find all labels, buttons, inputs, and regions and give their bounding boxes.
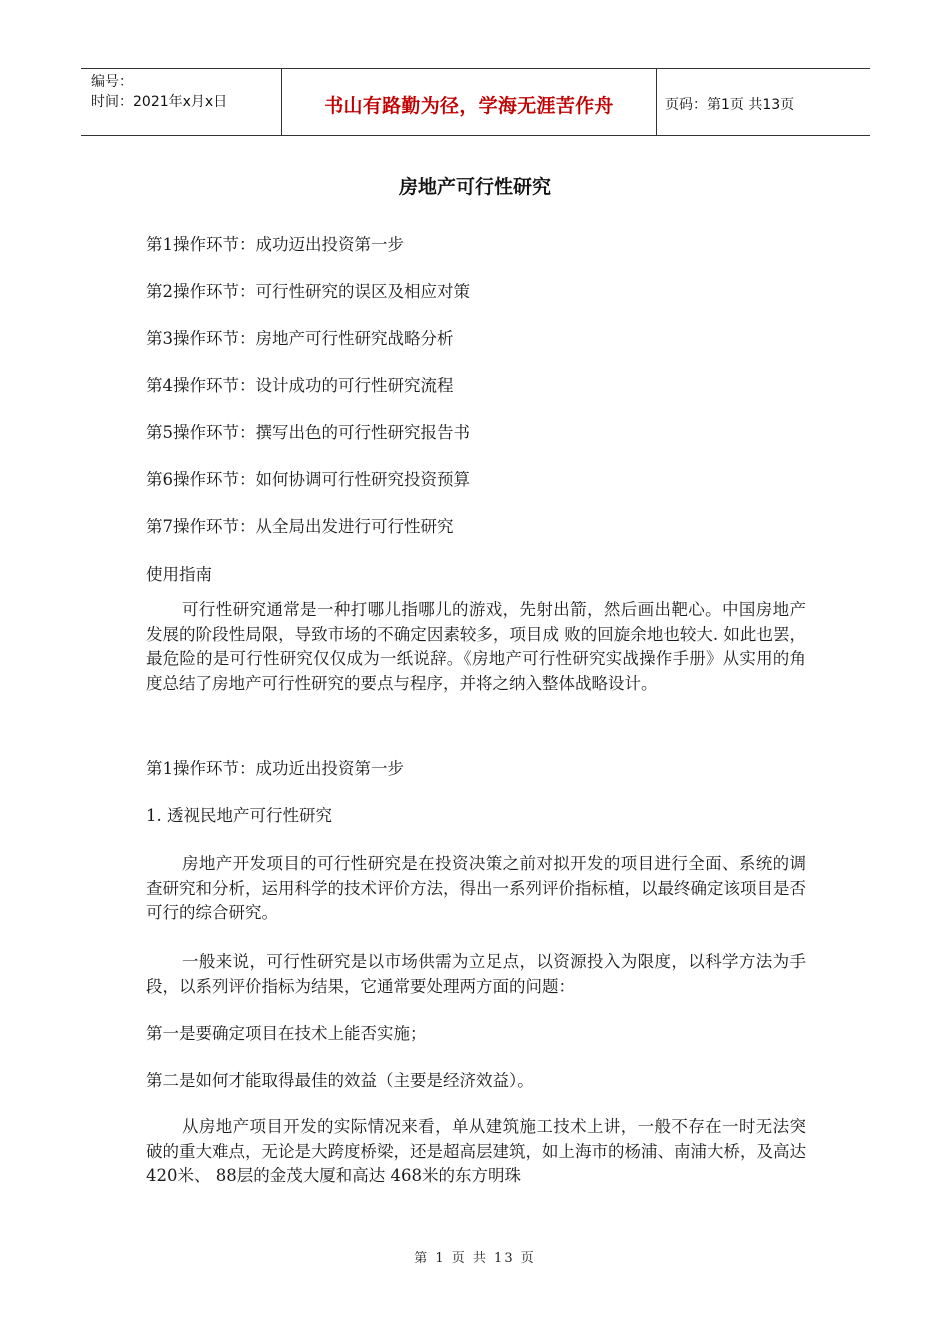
toc-item-7: 第7操作环节：从全局出发进行可行性研究 xyxy=(146,517,454,536)
body-paragraph-2: 一般来说，可行性研究是以市场供需为立足点，以资源投入为限度，以科学方法为手段，以系列评价指标为结果，它通常要处理两方面的问题： xyxy=(146,952,806,996)
section-heading: 第1操作环节：成功近出投资第一步 xyxy=(146,759,404,778)
header-time-label: 时间：2021年x月x日 xyxy=(91,94,228,110)
toc-item-2: 第2操作环节：可行性研究的误区及相应对策 xyxy=(146,282,470,301)
header-motto-cell xyxy=(282,69,657,135)
header-motto: 书山有路勤为径，学海无涯苦作舟 xyxy=(324,94,614,117)
subsection-heading: 1. 透视民地产可行性研究 xyxy=(146,806,332,825)
body-paragraph-3: 从房地产项目开发的实际情况来看，单从建筑施工技术上讲，一般不存在一时无法突破的重大难点，无论是大跨度桥梁，还是超高层建筑，如上海市的杨浦、南浦大桥，及高达 420米、 88层的金茂大厦和高达 468米的东方明珠 xyxy=(146,1117,806,1185)
guide-heading: 使用指南 xyxy=(146,565,212,584)
point-1: 第一是要确定项目在技术上能否实施； xyxy=(146,1024,427,1043)
point-2: 第二是如何才能取得最佳的效益（主要是经济效益）。 xyxy=(146,1071,534,1090)
body-paragraph-1: 房地产开发项目的可行性研究是在投资决策之前对拟开发的项目进行全面、系统的调查研究和分析，运用科学的技术评价方法，得出一系列评价指标植，以最终确定该项目是否可行的综合研究。 xyxy=(146,854,806,922)
toc-item-3: 第3操作环节：房地产可行性研究战略分析 xyxy=(146,329,454,348)
page-footer: 第 1 页 共 13 页 xyxy=(414,1251,536,1266)
header-page-info: 页码：第1页 共13页 xyxy=(665,97,795,113)
toc-item-5: 第5操作环节：撰写出色的可行性研究报告书 xyxy=(146,423,470,442)
header-meta xyxy=(81,69,282,135)
document-header xyxy=(81,68,870,136)
toc-item-6: 第6操作环节：如何协调可行性研究投资预算 xyxy=(146,470,470,489)
toc-item-1: 第1操作环节：成功迈出投资第一步 xyxy=(146,235,404,254)
guide-paragraph: 可行性研究通常是一种打哪儿指哪儿的游戏，先射出箭，然后画出靶心。中国房地产发展的阶段性局限，导致市场的不确定因素较多，项目成 败的回旋余地也较大. 如此也罢，最危险的是可行性研究仅仅成为一纸说辞。《房地产可行性研究实战操作手册》从实用的角度总结了房地产可行性研究的要点与程序，并将之纳入整体战略设计。 xyxy=(146,600,806,693)
toc-item-4: 第4操作环节：设计成功的可行性研究流程 xyxy=(146,376,454,395)
header-page-info-cell xyxy=(657,69,870,135)
header-number-label: 编号： xyxy=(91,74,133,90)
document-title: 房地产可行性研究 xyxy=(398,176,551,198)
